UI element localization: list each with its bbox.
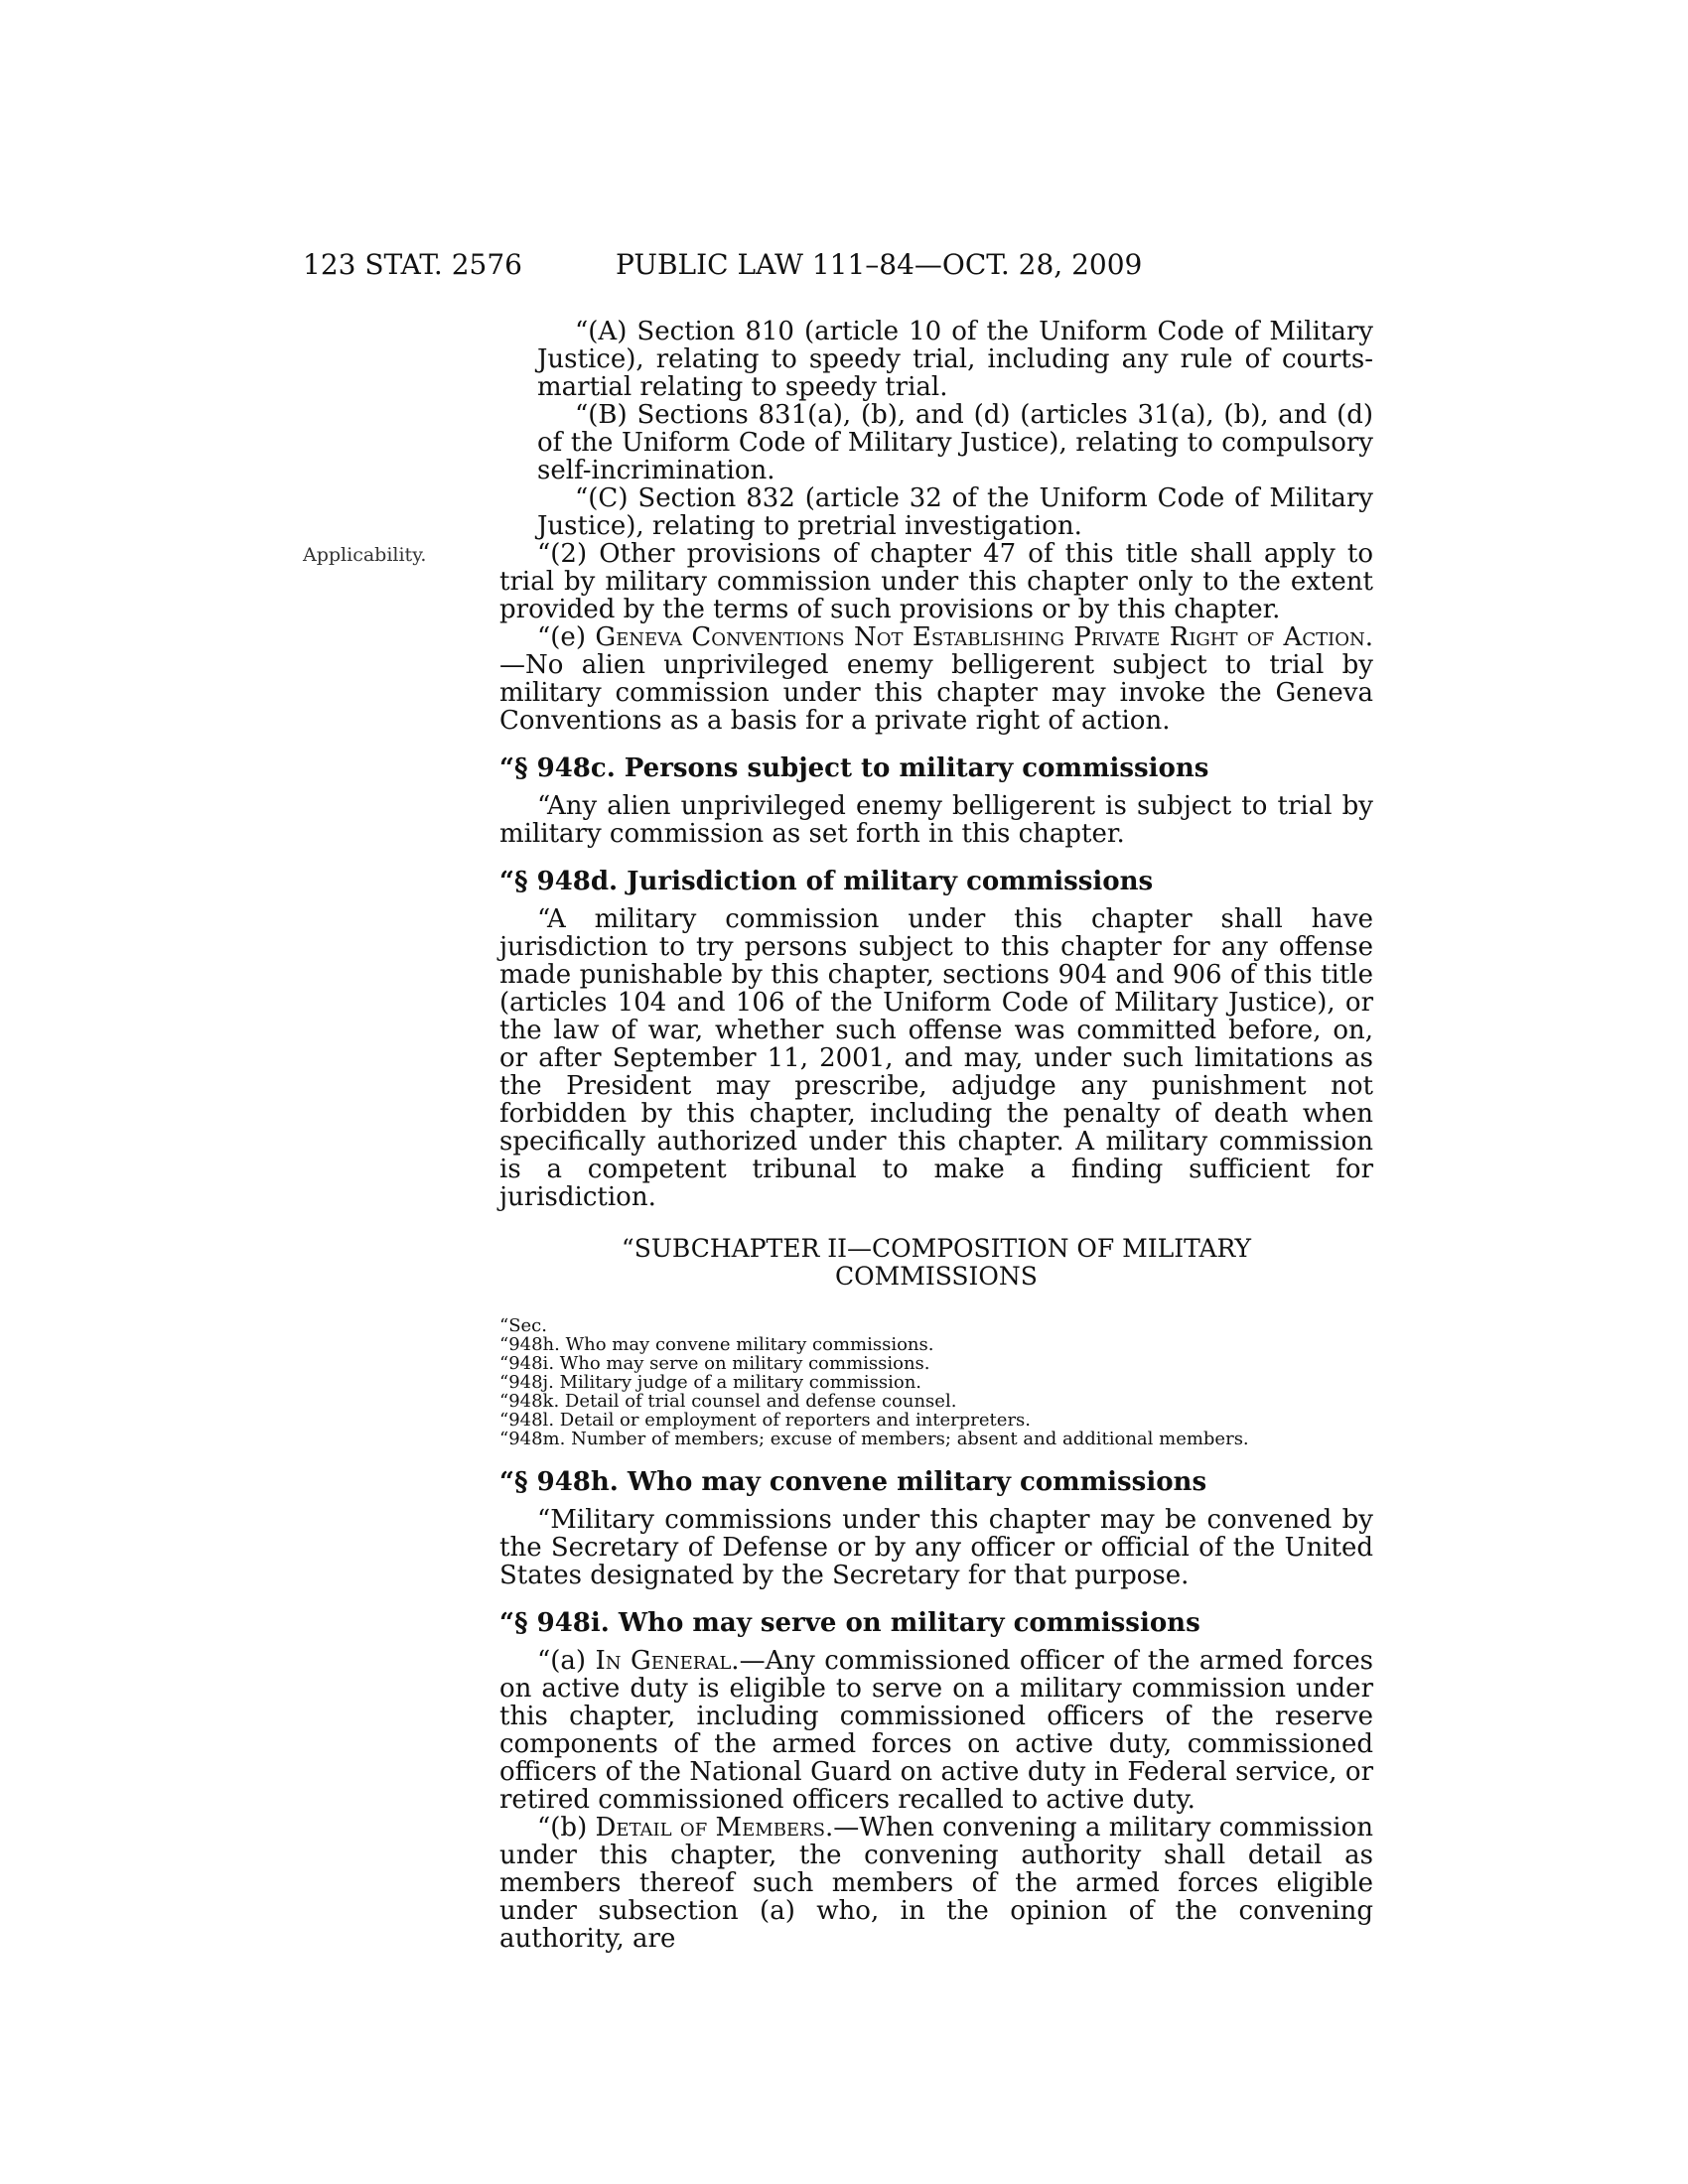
running-title: PUBLIC LAW 111–84—OCT. 28, 2009: [616, 248, 1143, 281]
section-948c-text: “Any alien unprivileged enemy belligerent is subject to trial by military commission as set forth in this chapter.: [499, 791, 1373, 849]
subsection-b-lead: “(b): [537, 1813, 596, 1843]
toc-item: “948i. Who may serve on military commissions.: [499, 1353, 930, 1374]
table-of-sections: [499, 1316, 1373, 1448]
paragraph-b: “(B) Sections 831(a), (b), and (d) (articles 31(a), (b), and (d) of the Uniform Code of Military Justice), relating to compulsory self-incrimination.: [537, 400, 1373, 485]
toc-item: “Sec.: [499, 1315, 547, 1336]
subsection-b-text: —When convening a military commission under this chapter, the convening authority shall detail as members thereof such members of the armed forces eligible under subsection (a) who, in the opinion of the convening authority, are: [499, 1813, 1373, 1954]
paragraph-e-heading: Geneva Conventions Not Establishing Private Right of Action.: [595, 622, 1373, 652]
toc-item: “948m. Number of members; excuse of members; absent and additional members.: [499, 1429, 1249, 1449]
paragraph-e-lead: “(e): [537, 622, 596, 652]
paragraph-a: “(A) Section 810 (article 10 of the Uniform Code of Military Justice), relating to speedy trial, including any rule of courts-martial relating to speedy trial.: [537, 317, 1373, 402]
section-948i-subsection-b: [499, 1814, 1373, 1953]
toc-item: “948l. Detail or employment of reporters and interpreters.: [499, 1410, 1032, 1431]
section-948d-heading: “§ 948d. Jurisdiction of military commissions: [499, 867, 1154, 896]
subsection-a-text: —Any commissioned officer of the armed forces on active duty is eligible to serve on a military commission under this chapter, including commissioned officers of the reserve components of the armed forces on active duty, commissioned officers of the National Guard on active duty in Federal service, or retired commissioned officers recalled to active duty.: [499, 1646, 1373, 1815]
subchapter-heading-line1: “SUBCHAPTER II—COMPOSITION OF MILITARY: [621, 1234, 1252, 1263]
page-header: [0, 248, 1688, 288]
page-body: [499, 318, 1373, 1953]
subchapter-heading: [499, 1235, 1373, 1291]
toc-item: “948j. Military judge of a military commission.: [499, 1372, 922, 1393]
subchapter-heading-line2: COMMISSIONS: [835, 1262, 1038, 1291]
paragraph-2: “(2) Other provisions of chapter 47 of this title shall apply to trial by military commission under this chapter only to the extent provided by the terms of such provisions or by this chapter.: [499, 539, 1373, 624]
subsection-a-lead: “(a): [537, 1646, 596, 1676]
subsection-b-heading: Detail of Members.: [595, 1813, 834, 1843]
paragraph-c: “(C) Section 832 (article 32 of the Uniform Code of Military Justice), relating to pretrial investigation.: [537, 483, 1373, 541]
subsection-a-heading: In General.: [595, 1646, 740, 1676]
section-948h-text: “Military commissions under this chapter may be convened by the Secretary of Defense or by any officer or official of the United States designated by the Secretary for that purpose.: [499, 1505, 1373, 1590]
section-948i-subsection-a: [499, 1647, 1373, 1814]
margin-note: Applicability.: [303, 544, 427, 566]
toc-item: “948k. Detail of trial counsel and defense counsel.: [499, 1391, 957, 1412]
section-948h-heading: “§ 948h. Who may convene military commissions: [499, 1467, 1207, 1497]
section-948c-heading: “§ 948c. Persons subject to military commissions: [499, 753, 1209, 783]
statute-page-number: 123 STAT. 2576: [303, 248, 522, 281]
toc-item: “948h. Who may convene military commissions.: [499, 1334, 934, 1355]
paragraph-e: [499, 623, 1373, 735]
section-948i-heading: “§ 948i. Who may serve on military commissions: [499, 1608, 1200, 1638]
section-948d-text: “A military commission under this chapter shall have jurisdiction to try persons subject to this chapter for any offense made punishable by this chapter, sections 904 and 906 of this title (articles 104 and 106 of the Uniform Code of Military Justice), or the law of war, whether such offense was committed before, on, or after September 11, 2001, and may, under such limitations as the President may prescribe, adjudge any punishment not forbidden by this chapter, including the penalty of death when specifically authorized under this chapter. A military commission is a competent tribunal to make a finding sufficient for jurisdiction.: [499, 904, 1373, 1212]
paragraph-e-text: —No alien unprivileged enemy belligerent subject to trial by military commission under this chapter may invoke the Geneva Conventions as a basis for a private right of action.: [499, 650, 1373, 736]
